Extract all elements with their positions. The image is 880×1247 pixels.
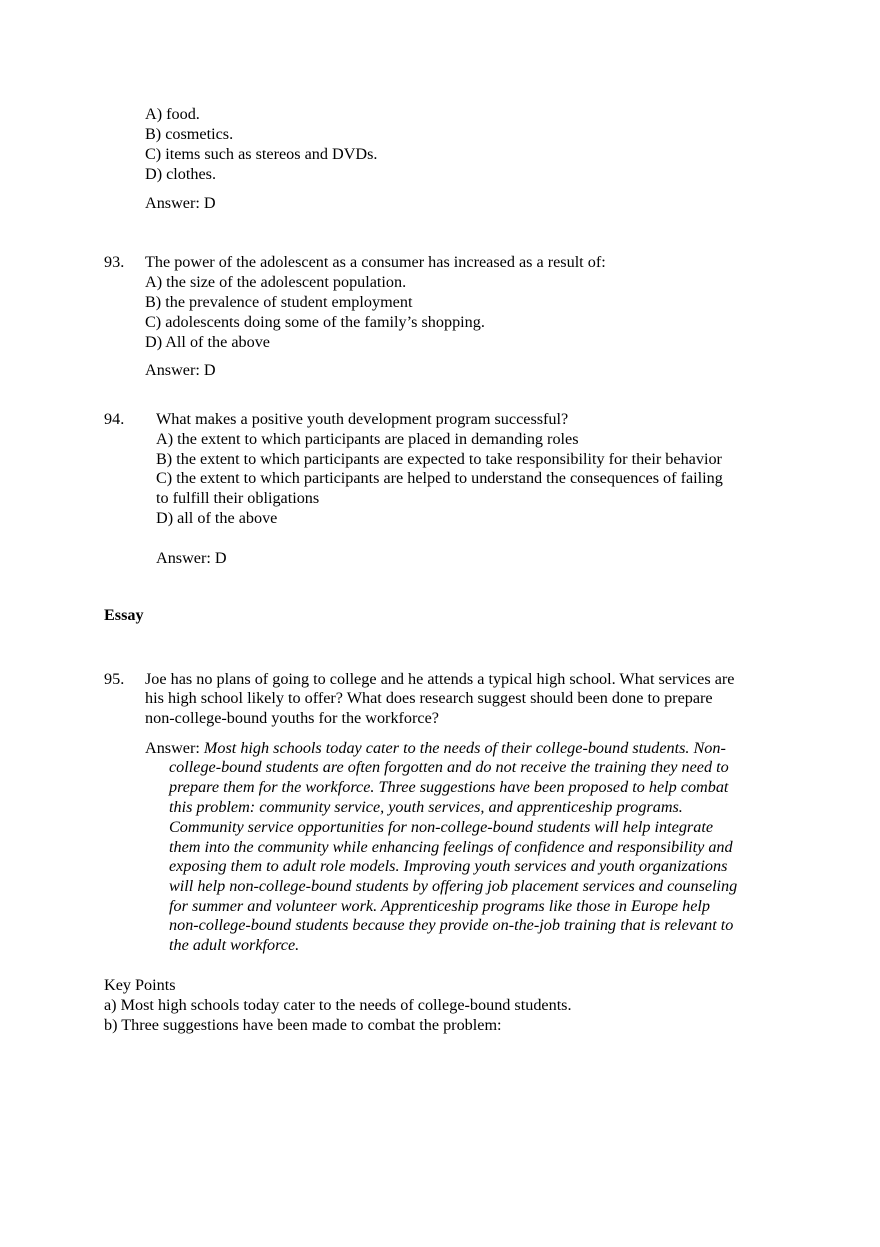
q93-answer: Answer: D — [145, 361, 216, 379]
q93-option-b: B) the prevalence of student employment — [145, 293, 413, 311]
q95-number: 95. — [104, 670, 125, 688]
q95-answer-first-line — [145, 738, 726, 758]
q94-question: What makes a positive youth development program successful? — [156, 410, 569, 428]
q93-number: 93. — [104, 253, 125, 271]
q95-answer-label: Answer: — [145, 739, 204, 757]
q93-option-d: D) All of the above — [145, 333, 270, 351]
key-points-title: Key Points — [104, 976, 176, 994]
q95-answer-text: Most high schools today cater to the needs of their college-bound students. Non- — [203, 739, 726, 757]
q95-question-line-3: non-college-bound youths for the workforce? — [145, 709, 439, 727]
q93-question: The power of the adolescent as a consumer has increased as a result of: — [145, 253, 606, 271]
q95-answer-line: for summer and volunteer work. Apprenticeship programs like those in Europe help — [169, 897, 711, 915]
key-point-b: b) Three suggestions have been made to combat the problem: — [104, 1016, 502, 1034]
q94-option-a: A) the extent to which participants are placed in demanding roles — [156, 430, 579, 448]
q95-answer-line: prepare them for the workforce. Three suggestions have been proposed to help combat — [169, 778, 729, 796]
q92-option-b: B) cosmetics. — [145, 125, 234, 143]
q92-option-c: C) items such as stereos and DVDs. — [145, 145, 378, 163]
q95-answer-line: non-college-bound students because they provide on-the-job training that is relevant to — [169, 916, 734, 934]
q94-option-c: C) the extent to which participants are helped to understand the consequences of failing — [156, 469, 723, 487]
q95-answer-line: this problem: community service, youth services, and apprenticeship programs. — [169, 798, 683, 816]
q95-question-line-2: his high school likely to offer? What does research suggest should been done to prepare — [145, 689, 713, 707]
q94-option-d: D) all of the above — [156, 509, 278, 527]
q92-option-d: D) clothes. — [145, 165, 217, 183]
q95-question-line-1: Joe has no plans of going to college and he attends a typical high school. What services are — [145, 670, 735, 688]
q95-answer-line: them into the community while enhancing feelings of confidence and responsibility and — [169, 838, 733, 856]
q95-answer-line: the adult workforce. — [169, 936, 300, 954]
q93-option-c: C) adolescents doing some of the family’s shopping. — [145, 313, 485, 331]
q95-answer-line: college-bound students are often forgotten and do not receive the training they need to — [169, 758, 729, 776]
q95-answer-line: exposing them to adult role models. Improving youth services and youth organizations — [169, 857, 728, 875]
q93-option-a: A) the size of the adolescent population. — [145, 273, 407, 291]
q94-answer: Answer: D — [156, 549, 227, 567]
q95-answer-line: Community service opportunities for non-college-bound students will help integrate — [169, 818, 714, 836]
q94-option-c-cont: to fulfill their obligations — [156, 489, 320, 507]
q92-option-a: A) food. — [145, 105, 200, 123]
q95-answer-line: will help non-college-bound students by offering job placement services and counseling — [169, 877, 738, 895]
q94-option-b: B) the extent to which participants are expected to take responsibility for their behavior — [156, 450, 722, 468]
key-point-a: a) Most high schools today cater to the needs of college-bound students. — [104, 996, 572, 1014]
q92-answer: Answer: D — [145, 194, 216, 212]
essay-heading: Essay — [104, 606, 144, 624]
q94-number: 94. — [104, 410, 125, 428]
